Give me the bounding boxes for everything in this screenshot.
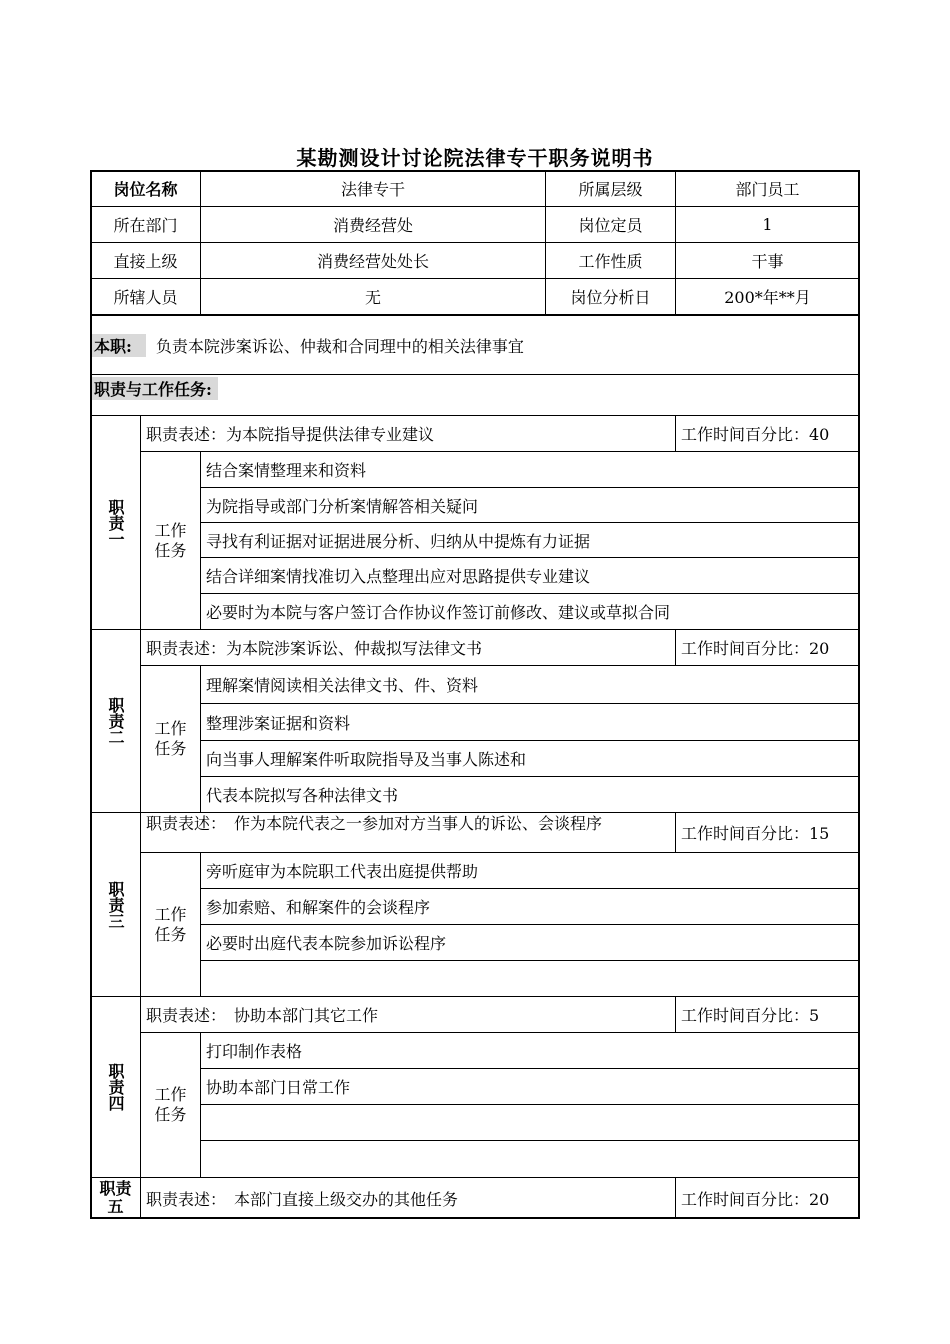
duty-3-task-4 (201, 961, 859, 996)
duty-3-task-2: 参加索赔、和解案件的会谈程序 (206, 898, 431, 917)
duty-4-tasks-label (141, 1033, 200, 1177)
summary-label: 本职: (92, 334, 146, 357)
duty-2-task-4: 代表本院拟写各种法律文书 (206, 786, 399, 805)
duty-3-task-1: 旁听庭审为本院职工代表出庭提供帮助 (206, 862, 479, 881)
duty-1-task-5: 必要时为本院与客户签订合作协议作签订前修改、建议或草拟合同 (206, 603, 671, 622)
tasks-label-text: 工作任务 (154, 1085, 187, 1124)
summary-text: 负责本院涉案诉讼、仲裁和合同理中的相关法律事宜 (155, 336, 524, 356)
superior-label: 直接上级 (113, 252, 178, 271)
document-title: 某勘测设计讨论院法律专干职务说明书 (296, 146, 654, 170)
dept-label: 所在部门 (113, 216, 178, 235)
duty-4-task-1: 打印制作表格 (206, 1042, 303, 1061)
duty-1-pct: 工作时间百分比：40 (681, 425, 830, 444)
duty-1-tasks-label (141, 452, 200, 629)
duty-4-desc: 职责表述： 协助本部门其它工作 (146, 1006, 379, 1025)
duty-2-pct: 工作时间百分比：20 (681, 639, 830, 658)
duty-1-task-4: 结合详细案情找准切入点整理出应对思路提供专业建议 (206, 567, 591, 586)
duty-2-label (91, 630, 140, 812)
duty-2-task-1: 理解案情阅读相关法律文书、件、资料 (206, 676, 479, 695)
duty-5-label-text: 职责五 (99, 1179, 132, 1216)
duty-2-task-2: 整理涉案证据和资料 (206, 713, 351, 733)
duty-2-label-text: 职责二 (106, 697, 125, 745)
superior-value: 消费经营处处长 (316, 252, 429, 271)
analysis-date-label: 岗位分析日 (570, 288, 651, 307)
quota-label: 岗位定员 (578, 216, 643, 235)
duty-1-task-1: 结合案情整理来和资料 (206, 461, 367, 480)
duty-4-pct: 工作时间百分比：5 (681, 1006, 820, 1025)
nature-label: 工作性质 (578, 252, 643, 271)
duty-4-task-4 (201, 1141, 859, 1177)
duty-3-pct: 工作时间百分比：15 (681, 824, 830, 843)
duty-4-task-3 (201, 1105, 859, 1140)
duty-3-label (91, 813, 140, 996)
duty-3-label-text: 职责三 (106, 880, 125, 929)
duty-4-label-text: 职责四 (106, 1063, 125, 1111)
analysis-date-value: 200*年**月 (724, 288, 811, 307)
dept-value: 消费经营处 (332, 216, 413, 235)
post-name-value: 法律专干 (340, 180, 405, 199)
tasks-label-text: 工作任务 (154, 904, 187, 944)
level-label: 所属层级 (578, 180, 643, 199)
duty-4-label (91, 997, 140, 1177)
duty-5-desc: 职责表述： 本部门直接上级交办的其他任务 (146, 1189, 459, 1209)
duty-1-label-text: 职责一 (106, 498, 125, 547)
duty-1-label (91, 416, 140, 629)
duty-4-task-2: 协助本部门日常工作 (206, 1078, 351, 1097)
nature-value: 干事 (751, 252, 784, 271)
duty-2-tasks-label (141, 666, 200, 812)
duty-3-desc: 职责表述： 作为本院代表之一参加对方当事人的诉讼、会谈程序 (146, 814, 603, 833)
duties-heading-row (92, 375, 858, 417)
duty-3-task-3: 必要时出庭代表本院参加诉讼程序 (206, 934, 447, 953)
summary-row (92, 316, 858, 374)
duties-heading: 职责与工作任务: (92, 377, 218, 400)
level-value: 部门员工 (735, 180, 800, 199)
duty-2-desc: 职责表述：为本院涉案诉讼、仲裁拟写法律文书 (146, 639, 483, 658)
post-name-label: 岗位名称 (113, 180, 178, 199)
duty-1-task-3: 寻找有利证据对证据进展分析、归纳从中提炼有力证据 (206, 531, 591, 551)
tasks-label-text: 工作任务 (154, 520, 187, 560)
duty-2-task-3: 向当事人理解案件听取院指导及当事人陈述和 (206, 750, 527, 769)
subordinates-label: 所辖人员 (113, 288, 178, 307)
tasks-label-text: 工作任务 (154, 719, 187, 758)
quota-value: 1 (762, 215, 773, 234)
duty-1-desc: 职责表述：为本院指导提供法律专业建议 (146, 425, 435, 444)
subordinates-value: 无 (364, 288, 381, 307)
duty-3-tasks-label (141, 853, 200, 996)
duty-1-task-2: 为院指导或部门分析案情解答相关疑问 (206, 496, 479, 516)
duty-5-label (91, 1178, 140, 1218)
duty-5-pct: 工作时间百分比：20 (681, 1189, 830, 1209)
